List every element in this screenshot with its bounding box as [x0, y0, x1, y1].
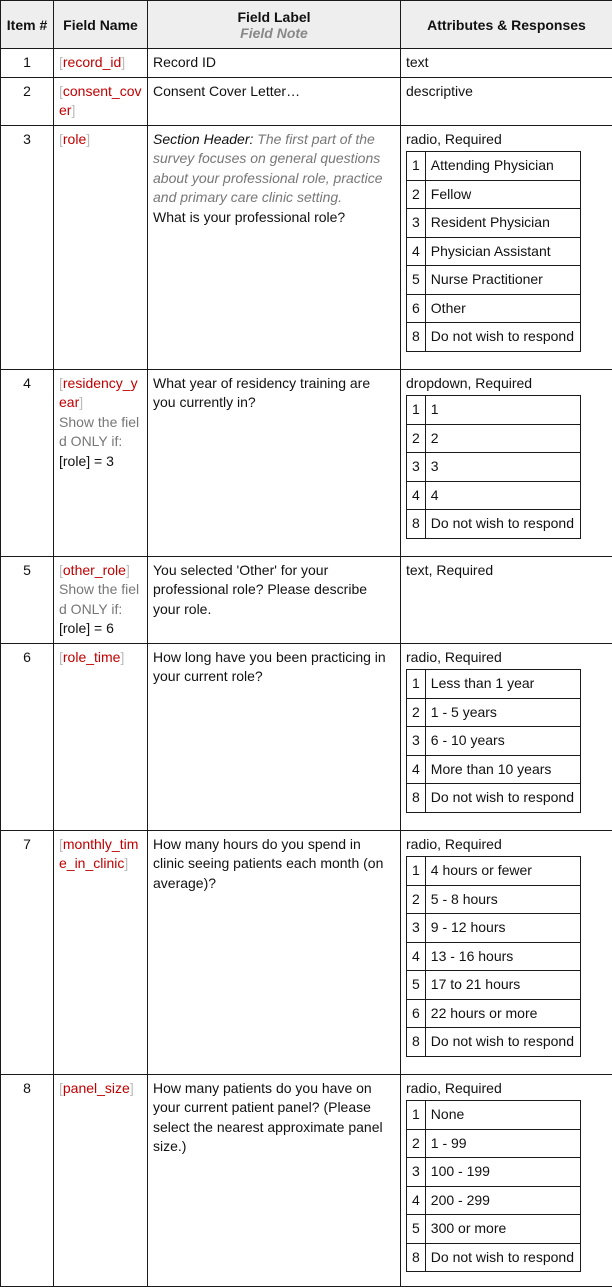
choice-row — [407, 727, 581, 756]
choice-code: 8 — [407, 1243, 426, 1272]
field-name: [residency_year] — [59, 375, 138, 411]
choice-code: 4 — [407, 481, 426, 510]
choice-label: 4 — [425, 481, 580, 510]
section-header-prefix: Section Header: — [153, 131, 253, 147]
field-name: [record_id] — [59, 54, 125, 70]
choice-label: 9 - 12 hours — [425, 914, 580, 943]
table-row — [1, 125, 612, 369]
choice-label: 2 — [425, 424, 580, 453]
field-name: [monthly_time_in_clinic] — [59, 836, 138, 872]
field-label-cell — [148, 125, 401, 369]
choice-label: 1 - 99 — [425, 1129, 580, 1158]
field-label-cell — [148, 1074, 401, 1286]
choice-label: Do not wish to respond — [425, 323, 580, 352]
field-attributes: radio, Required — [406, 648, 607, 668]
choice-code: 3 — [407, 914, 426, 943]
section-header — [153, 130, 395, 208]
choice-label: Less than 1 year — [425, 670, 580, 699]
choices-table — [406, 669, 581, 813]
choice-row — [407, 237, 581, 266]
field-label: How many hours do you spend in clinic seeing patients each month (on average)? — [153, 835, 395, 894]
choice-code: 2 — [407, 1129, 426, 1158]
choices-table — [406, 1100, 581, 1272]
field-attributes: radio, Required — [406, 130, 607, 150]
choice-row — [407, 481, 581, 510]
field-attributes: radio, Required — [406, 835, 607, 855]
field-attributes: dropdown, Required — [406, 374, 607, 394]
choice-label: None — [425, 1101, 580, 1130]
choice-row — [407, 670, 581, 699]
choice-code: 1 — [407, 670, 426, 699]
field-name-cell — [54, 556, 148, 643]
field-label-cell — [148, 556, 401, 643]
table-row — [1, 369, 612, 556]
field-name-cell — [54, 643, 148, 830]
choice-code: 8 — [407, 323, 426, 352]
choice-code: 8 — [407, 784, 426, 813]
choice-label: 6 - 10 years — [425, 727, 580, 756]
choice-label: 22 hours or more — [425, 999, 580, 1028]
item-number: 5 — [1, 556, 54, 643]
choice-row — [407, 1243, 581, 1272]
choice-label: Physician Assistant — [425, 237, 580, 266]
attributes-cell — [401, 77, 612, 125]
field-label: Record ID — [153, 53, 395, 73]
table-row — [1, 49, 612, 78]
choice-code: 2 — [407, 698, 426, 727]
field-attributes: text — [406, 53, 607, 73]
branching-expression: [role] = 3 — [59, 452, 142, 472]
choice-label: Fellow — [425, 180, 580, 209]
field-name: [panel_size] — [59, 1080, 134, 1096]
branching-logic: Show the field ONLY if: — [59, 580, 142, 619]
field-name-cell — [54, 1074, 148, 1286]
attributes-cell — [401, 125, 612, 369]
choice-row — [407, 784, 581, 813]
field-label-cell — [148, 369, 401, 556]
choice-label: 5 - 8 hours — [425, 885, 580, 914]
choice-row — [407, 1215, 581, 1244]
field-variable: record_id — [63, 54, 121, 70]
choice-code: 1 — [407, 396, 426, 425]
choice-label: 17 to 21 hours — [425, 971, 580, 1000]
field-label: How long have you been practicing in your current role? — [153, 648, 395, 687]
choice-row — [407, 424, 581, 453]
choice-row — [407, 209, 581, 238]
field-variable: residency_year — [59, 375, 138, 411]
choice-label: 4 hours or fewer — [425, 857, 580, 886]
choice-code: 3 — [407, 453, 426, 482]
header-field-name: Field Name — [54, 1, 148, 49]
field-variable: monthly_time_in_clinic — [59, 836, 138, 872]
choice-label: Resident Physician — [425, 209, 580, 238]
choice-row — [407, 755, 581, 784]
field-label-cell — [148, 77, 401, 125]
choice-code: 2 — [407, 180, 426, 209]
choice-row — [407, 152, 581, 181]
choice-row — [407, 453, 581, 482]
choice-code: 4 — [407, 942, 426, 971]
item-number: 8 — [1, 1074, 54, 1286]
field-variable: role_time — [63, 649, 121, 665]
choice-label: Do not wish to respond — [425, 510, 580, 539]
table-row — [1, 77, 612, 125]
field-label: Consent Cover Letter… — [153, 82, 395, 102]
choice-code: 4 — [407, 755, 426, 784]
choice-label: Do not wish to respond — [425, 1028, 580, 1057]
choice-label: Do not wish to respond — [425, 1243, 580, 1272]
choice-code: 8 — [407, 1028, 426, 1057]
field-label-cell — [148, 830, 401, 1074]
choice-label: 200 - 299 — [425, 1186, 580, 1215]
field-name: [role_time] — [59, 649, 124, 665]
field-label: What year of residency training are you currently in? — [153, 374, 395, 413]
field-label: What is your professional role? — [153, 208, 395, 228]
field-name-cell — [54, 369, 148, 556]
choice-row — [407, 266, 581, 295]
item-number: 2 — [1, 77, 54, 125]
table-row — [1, 1074, 612, 1286]
field-name: [other_role] — [59, 562, 130, 578]
choice-row — [407, 1101, 581, 1130]
choice-row — [407, 942, 581, 971]
choices-table — [406, 395, 581, 539]
choice-row — [407, 1158, 581, 1187]
choice-label: 100 - 199 — [425, 1158, 580, 1187]
branching-expression: [role] = 6 — [59, 619, 142, 639]
choice-code: 2 — [407, 885, 426, 914]
item-number: 6 — [1, 643, 54, 830]
item-number: 3 — [1, 125, 54, 369]
choice-row — [407, 1129, 581, 1158]
item-number: 7 — [1, 830, 54, 1074]
choice-code: 1 — [407, 857, 426, 886]
choice-code: 4 — [407, 1186, 426, 1215]
attributes-cell — [401, 643, 612, 830]
choice-code: 1 — [407, 152, 426, 181]
choice-code: 6 — [407, 294, 426, 323]
header-item-number: Item # — [1, 1, 54, 49]
choice-row — [407, 396, 581, 425]
choice-label: 1 - 5 years — [425, 698, 580, 727]
field-variable: role — [63, 131, 86, 147]
header-row — [1, 1, 612, 49]
choice-row — [407, 999, 581, 1028]
choice-row — [407, 914, 581, 943]
field-variable: panel_size — [63, 1080, 130, 1096]
field-name: [consent_cover] — [59, 83, 142, 119]
choice-label: 1 — [425, 396, 580, 425]
choice-label: Do not wish to respond — [425, 784, 580, 813]
header-field-note: Field Note — [149, 25, 399, 41]
choice-label: Attending Physician — [425, 152, 580, 181]
field-label-cell — [148, 643, 401, 830]
field-variable: other_role — [63, 562, 126, 578]
choice-row — [407, 1186, 581, 1215]
choice-row — [407, 885, 581, 914]
choice-label: 3 — [425, 453, 580, 482]
field-name-cell — [54, 125, 148, 369]
choice-code: 6 — [407, 999, 426, 1028]
choice-row — [407, 510, 581, 539]
field-label-cell — [148, 49, 401, 78]
branching-logic: Show the field ONLY if: — [59, 413, 142, 452]
field-name-cell — [54, 49, 148, 78]
choice-code: 5 — [407, 1215, 426, 1244]
choice-row — [407, 1028, 581, 1057]
item-number: 1 — [1, 49, 54, 78]
field-label: How many patients do you have on your current patient panel? (Please select the nearest approximate panel size.) — [153, 1079, 395, 1157]
table-row — [1, 830, 612, 1074]
choice-row — [407, 294, 581, 323]
choice-code: 8 — [407, 510, 426, 539]
table-body — [1, 49, 612, 1287]
field-attributes: text, Required — [406, 561, 607, 581]
choice-code: 1 — [407, 1101, 426, 1130]
choice-row — [407, 180, 581, 209]
choice-label: Other — [425, 294, 580, 323]
attributes-cell — [401, 556, 612, 643]
header-field-label-text: Field Label — [149, 9, 399, 25]
choice-code: 3 — [407, 1158, 426, 1187]
field-name: [role] — [59, 131, 90, 147]
choice-label: More than 10 years — [425, 755, 580, 784]
field-name-cell — [54, 830, 148, 1074]
choices-table — [406, 151, 581, 352]
field-name-cell — [54, 77, 148, 125]
field-attributes: radio, Required — [406, 1079, 607, 1099]
choice-code: 5 — [407, 971, 426, 1000]
header-attributes: Attributes & Responses — [401, 1, 612, 49]
attributes-cell — [401, 830, 612, 1074]
table-row — [1, 643, 612, 830]
table-row — [1, 556, 612, 643]
field-attributes: descriptive — [406, 82, 607, 102]
header-field-label — [148, 1, 401, 49]
choice-row — [407, 857, 581, 886]
choice-code: 4 — [407, 237, 426, 266]
field-variable: consent_cover — [59, 83, 142, 119]
item-number: 4 — [1, 369, 54, 556]
choice-code: 5 — [407, 266, 426, 295]
section-header-text: The first part of the survey focuses on general questions about your professional role, practice and primary care clinic setting. — [153, 131, 383, 206]
choice-row — [407, 323, 581, 352]
attributes-cell — [401, 369, 612, 556]
choices-table — [406, 856, 581, 1057]
choice-code: 3 — [407, 727, 426, 756]
attributes-cell — [401, 49, 612, 78]
choice-code: 3 — [407, 209, 426, 238]
choice-row — [407, 971, 581, 1000]
choice-label: 300 or more — [425, 1215, 580, 1244]
choice-label: Nurse Practitioner — [425, 266, 580, 295]
choice-label: 13 - 16 hours — [425, 942, 580, 971]
choice-code: 2 — [407, 424, 426, 453]
attributes-cell — [401, 1074, 612, 1286]
choice-row — [407, 698, 581, 727]
field-label: You selected 'Other' for your professional role? Please describe your role. — [153, 561, 395, 620]
